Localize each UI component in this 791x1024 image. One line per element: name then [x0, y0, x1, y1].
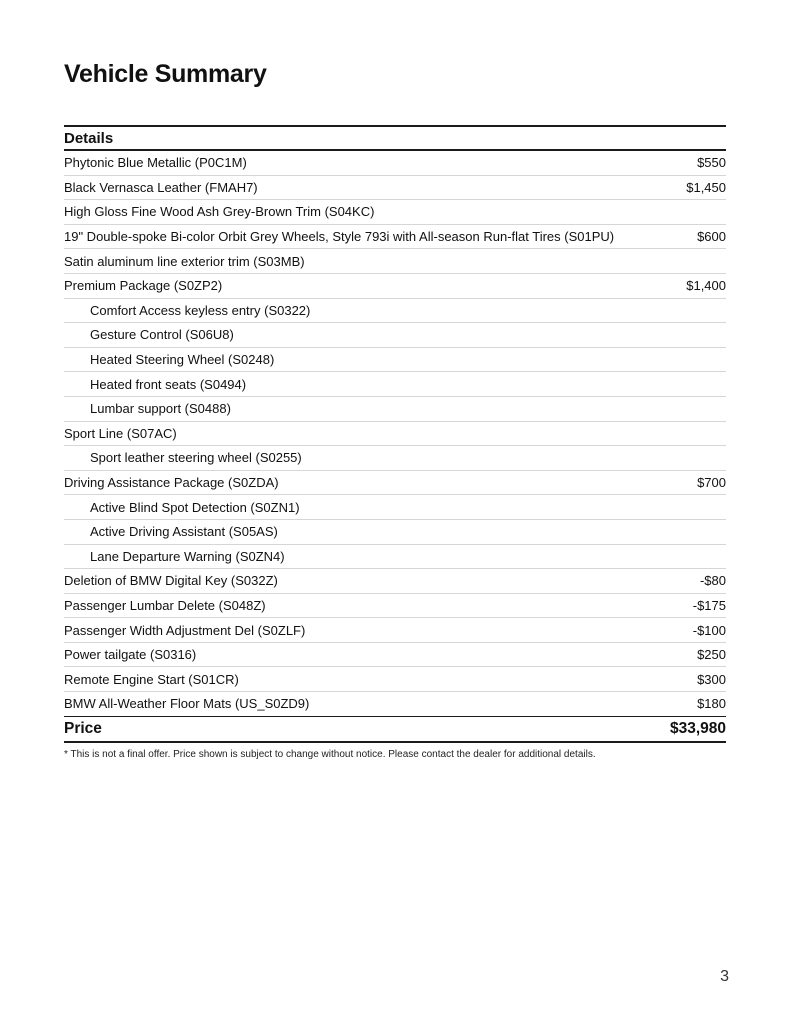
- details-header: Details: [64, 125, 726, 151]
- option-price: -$100: [692, 622, 726, 638]
- package-sub-item-row: [64, 520, 726, 545]
- option-price: $700: [697, 475, 726, 491]
- option-label: Lane Departure Warning (S0ZN4): [90, 548, 285, 564]
- total-price-label: Price: [64, 719, 102, 737]
- vehicle-summary-table: [64, 125, 726, 760]
- option-label: 19" Double-spoke Bi-color Orbit Grey Wheels, Style 793i with All-season Run-flat Tires (S01PU): [64, 229, 615, 245]
- option-label: Lumbar support (S0488): [90, 401, 231, 417]
- option-item-row: [64, 422, 726, 447]
- option-item-row: [64, 618, 726, 643]
- package-sub-item-row: [64, 495, 726, 520]
- option-price: $550: [697, 155, 726, 171]
- option-label: Driving Assistance Package (S0ZDA): [64, 475, 279, 491]
- option-item-row: [64, 176, 726, 201]
- option-label: Passenger Lumbar Delete (S048Z): [64, 597, 266, 613]
- package-sub-item-row: [64, 446, 726, 471]
- option-item-row: [64, 594, 726, 619]
- option-price: $250: [697, 647, 726, 663]
- option-item-row: [64, 151, 726, 176]
- option-item-row: [64, 249, 726, 274]
- option-item-row: [64, 569, 726, 594]
- total-price-row: [64, 717, 726, 743]
- option-label: Gesture Control (S06U8): [90, 327, 234, 343]
- option-label: Satin aluminum line exterior trim (S03MB): [64, 253, 305, 269]
- option-label: Premium Package (S0ZP2): [64, 278, 223, 294]
- package-sub-item-row: [64, 545, 726, 570]
- option-item-row: [64, 692, 726, 717]
- option-label: Comfort Access keyless entry (S0322): [90, 302, 311, 318]
- option-label: Active Blind Spot Detection (S0ZN1): [90, 499, 300, 515]
- option-label: Sport leather steering wheel (S0255): [90, 450, 302, 466]
- option-label: High Gloss Fine Wood Ash Grey-Brown Trim (S04KC): [64, 204, 375, 220]
- option-price: $600: [697, 229, 726, 245]
- details-list: [64, 151, 726, 717]
- disclaimer-note: * This is not a final offer. Price shown is subject to change without notice. Please contact the dealer for additional details.: [64, 748, 596, 760]
- option-label: Heated front seats (S0494): [90, 376, 247, 392]
- total-price-value: $33,980: [669, 719, 726, 737]
- package-sub-item-row: [64, 348, 726, 373]
- option-item-row: [64, 225, 726, 250]
- package-sub-item-row: [64, 323, 726, 348]
- option-item-row: [64, 643, 726, 668]
- package-sub-item-row: [64, 372, 726, 397]
- option-price: $1,450: [686, 179, 726, 195]
- option-label: Heated Steering Wheel (S0248): [90, 352, 275, 368]
- page-number: 3: [720, 968, 729, 985]
- option-label: Phytonic Blue Metallic (P0C1M): [64, 155, 247, 171]
- option-item-row: [64, 471, 726, 496]
- option-label: Deletion of BMW Digital Key (S032Z): [64, 573, 278, 589]
- option-price: $1,400: [686, 278, 726, 294]
- option-price: -$80: [699, 573, 726, 589]
- option-price: -$175: [692, 597, 726, 613]
- option-label: Active Driving Assistant (S05AS): [90, 524, 278, 540]
- option-item-row: [64, 200, 726, 225]
- package-sub-item-row: [64, 397, 726, 422]
- option-label: BMW All-Weather Floor Mats (US_S0ZD9): [64, 696, 310, 712]
- option-price: $180: [697, 696, 726, 712]
- option-label: Sport Line (S07AC): [64, 425, 177, 441]
- option-label: Black Vernasca Leather (FMAH7): [64, 179, 258, 195]
- option-label: Power tailgate (S0316): [64, 647, 197, 663]
- option-item-row: [64, 274, 726, 299]
- package-sub-item-row: [64, 299, 726, 324]
- option-label: Passenger Width Adjustment Del (S0ZLF): [64, 622, 306, 638]
- page-title: Vehicle Summary: [64, 60, 267, 88]
- option-item-row: [64, 667, 726, 692]
- option-label: Remote Engine Start (S01CR): [64, 671, 239, 687]
- option-price: $300: [697, 671, 726, 687]
